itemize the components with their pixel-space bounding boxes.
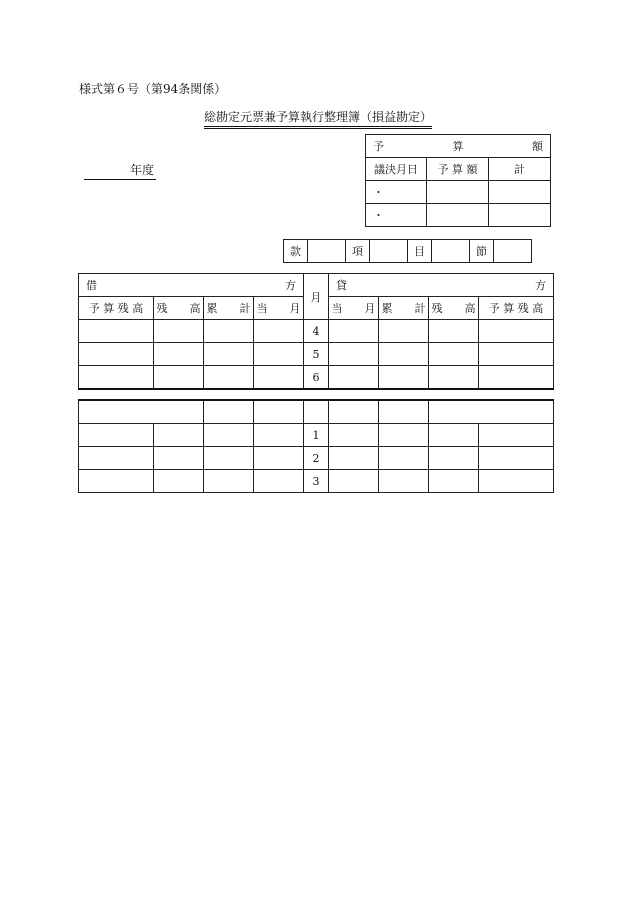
total-cell[interactable] [489, 181, 551, 204]
ledger-cell[interactable] [329, 424, 379, 447]
debit-char: 方 [285, 279, 296, 292]
ledger-cell[interactable] [154, 320, 204, 343]
ledger-cell[interactable] [254, 400, 304, 424]
ledger-cell[interactable] [79, 343, 154, 366]
total-col-header: 計 [489, 158, 551, 181]
debit-cumulative-header: 累 計 [204, 297, 254, 320]
budget-amount-cell[interactable] [427, 181, 489, 204]
ledger-cell[interactable] [254, 320, 304, 343]
ledger-cell[interactable] [79, 470, 154, 493]
ledger-cell[interactable] [329, 400, 379, 424]
ledger-row [79, 470, 554, 493]
month-cell: 3 [304, 470, 329, 493]
budget-row [366, 181, 551, 204]
ledger-cell[interactable] [429, 470, 479, 493]
budget-row [366, 204, 551, 227]
ledger-cell[interactable] [204, 400, 254, 424]
ledger-cell[interactable] [329, 320, 379, 343]
ledger-cell[interactable] [254, 447, 304, 470]
ledger-cell[interactable] [429, 424, 479, 447]
form-number: 様式第６号（第94条関係） [79, 82, 227, 96]
ledger-cell[interactable] [204, 470, 254, 493]
debit-current-month-header: 当 月 [254, 297, 304, 320]
document-title: 総勘定元票兼予算執行整理簿（損益勘定） [204, 110, 432, 129]
budget-header-char: 算 [452, 140, 464, 153]
ledger-cell[interactable] [254, 424, 304, 447]
ledger-cell[interactable] [79, 424, 154, 447]
debit-budget-balance-header: 予 算 残 高 [79, 297, 154, 320]
debit-header [79, 274, 304, 297]
ledger-cell[interactable] [254, 343, 304, 366]
kou-field[interactable] [370, 240, 408, 263]
ledger-row [79, 343, 554, 366]
ledger-cell[interactable] [479, 447, 554, 470]
month-header: 月 [304, 274, 329, 320]
ledger-cell[interactable] [429, 447, 479, 470]
total-cell[interactable] [489, 204, 551, 227]
month-cell: 5 [304, 343, 329, 366]
ledger-cell[interactable] [79, 400, 204, 424]
ledger-cell[interactable] [329, 343, 379, 366]
ledger-cell[interactable] [479, 470, 554, 493]
credit-char: 貸 [336, 279, 347, 292]
ledger-cell[interactable] [479, 343, 554, 366]
divider-gap [79, 389, 554, 400]
ledger-cell[interactable] [79, 447, 154, 470]
setsu-field[interactable] [494, 240, 532, 263]
ledger-cell[interactable] [379, 470, 429, 493]
ledger-cell[interactable] [429, 343, 479, 366]
ledger-cell[interactable] [204, 320, 254, 343]
ledger-cell[interactable] [379, 343, 429, 366]
resolution-date-cell[interactable]: ・ [366, 204, 427, 227]
debit-balance-header: 残 高 [154, 297, 204, 320]
ledger-cell[interactable] [379, 366, 429, 390]
moku-label: 目 [408, 240, 432, 263]
ledger-row [79, 424, 554, 447]
ledger-cell[interactable] [479, 424, 554, 447]
ledger-cell[interactable] [204, 343, 254, 366]
credit-current-month-header: 当 月 [329, 297, 379, 320]
ledger-table [78, 273, 554, 493]
ledger-cell[interactable] [254, 366, 304, 390]
budget-amount-col-header: 予 算 額 [427, 158, 489, 181]
ledger-cell[interactable] [379, 320, 429, 343]
fiscal-year-label: 年度 [129, 163, 154, 177]
ledger-cell[interactable] [204, 424, 254, 447]
ledger-cell[interactable] [154, 343, 204, 366]
ledger-cell[interactable] [429, 366, 479, 390]
kan-field[interactable] [308, 240, 346, 263]
ledger-row [79, 320, 554, 343]
budget-amount-cell[interactable] [427, 204, 489, 227]
ledger-cell[interactable] [379, 447, 429, 470]
ledger-cell[interactable] [429, 320, 479, 343]
ledger-row [79, 447, 554, 470]
setsu-label: 節 [470, 240, 494, 263]
ledger-cell[interactable] [329, 470, 379, 493]
ledger-cell[interactable] [329, 447, 379, 470]
month-cell: 1 [304, 424, 329, 447]
ledger-cell[interactable] [204, 366, 254, 390]
debit-char: 借 [86, 279, 97, 292]
ledger-cell[interactable] [429, 400, 554, 424]
month-cell: 2 [304, 447, 329, 470]
budget-amount-header [366, 135, 551, 158]
section-divider [79, 389, 554, 400]
ledger-cell[interactable] [154, 470, 204, 493]
ledger-cell[interactable] [479, 320, 554, 343]
ledger-cell[interactable] [479, 366, 554, 390]
ledger-row [79, 366, 554, 390]
ledger-cell[interactable] [254, 470, 304, 493]
month-cell: 6 [304, 366, 329, 390]
ledger-cell[interactable] [204, 447, 254, 470]
ledger-carryover-row [79, 400, 554, 424]
ledger-cell[interactable] [154, 447, 204, 470]
ledger-cell[interactable] [154, 424, 204, 447]
budget-amount-table [365, 134, 551, 227]
ledger-cell[interactable] [79, 320, 154, 343]
ledger-cell[interactable] [329, 366, 379, 390]
budget-header-char: 予 [373, 140, 384, 153]
account-code-table [283, 239, 532, 263]
fiscal-year-field[interactable] [84, 163, 156, 180]
kou-label: 項 [346, 240, 370, 263]
resolution-date-header: 議決月日 [366, 158, 427, 181]
kan-label: 款 [284, 240, 308, 263]
ledger-cell[interactable] [79, 366, 154, 390]
month-cell: 4 [304, 320, 329, 343]
credit-char: 方 [535, 279, 546, 292]
credit-balance-header: 残 高 [429, 297, 479, 320]
ledger-cell[interactable] [154, 366, 204, 390]
resolution-date-cell[interactable]: ・ [366, 181, 427, 204]
credit-budget-balance-header: 予 算 残 高 [479, 297, 554, 320]
moku-field[interactable] [432, 240, 470, 263]
ledger-cell[interactable] [379, 400, 429, 424]
ledger-cell[interactable] [379, 424, 429, 447]
credit-cumulative-header: 累 計 [379, 297, 429, 320]
credit-header [329, 274, 554, 297]
budget-header-char: 額 [532, 140, 543, 153]
month-cell [304, 400, 329, 424]
